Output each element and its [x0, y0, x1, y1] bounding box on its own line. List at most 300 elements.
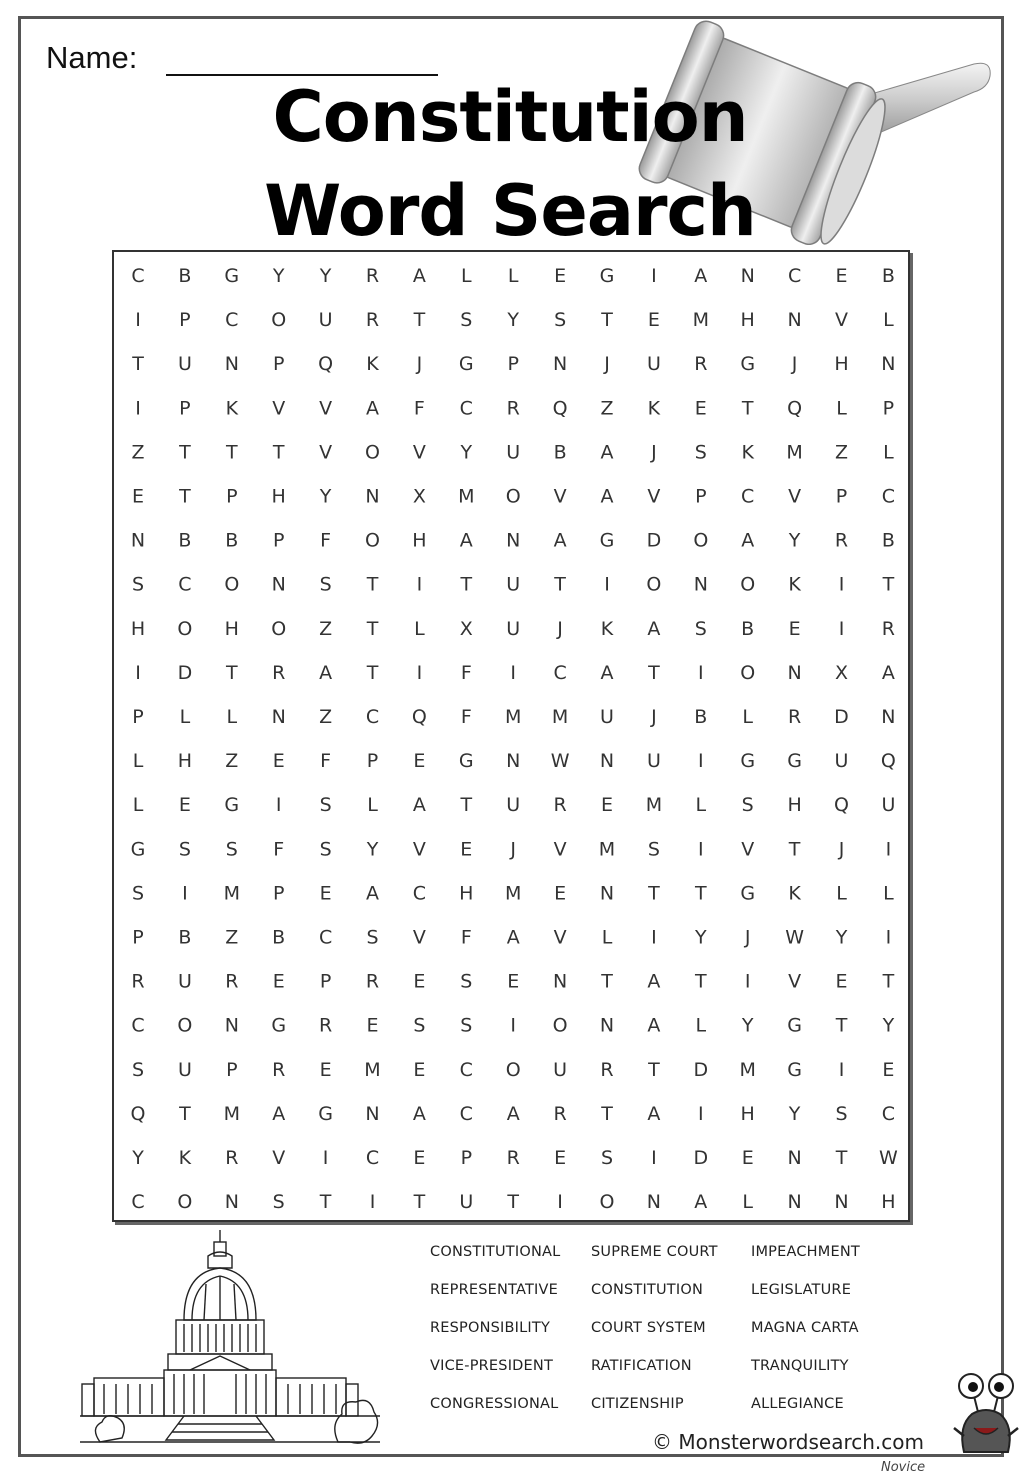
grid-letter[interactable]: D [693, 1147, 709, 1169]
grid-letter[interactable]: Z [319, 706, 333, 728]
grid-letter[interactable]: E [413, 1058, 426, 1081]
grid-letter[interactable]: I [416, 573, 423, 596]
grid-letter[interactable]: N [271, 573, 286, 596]
grid-letter[interactable]: P [507, 353, 519, 376]
grid-letter[interactable]: C [741, 485, 755, 508]
grid-letter[interactable]: T [366, 573, 379, 596]
grid-letter[interactable]: U [646, 750, 661, 773]
grid-letter[interactable]: C [365, 706, 380, 728]
grid-letter[interactable]: Y [319, 485, 332, 508]
grid-letter[interactable]: I [510, 1014, 517, 1037]
grid-letter[interactable]: S [225, 838, 238, 861]
letter-grid[interactable] [114, 252, 912, 1224]
grid-letter[interactable]: V [835, 309, 848, 332]
grid-letter[interactable]: V [412, 926, 426, 949]
grid-letter[interactable]: A [506, 926, 520, 949]
grid-letter[interactable]: U [646, 353, 661, 376]
grid-letter[interactable]: L [742, 706, 753, 728]
grid-letter[interactable]: G [787, 750, 802, 773]
grid-letter[interactable]: T [366, 617, 379, 640]
grid-letter[interactable]: R [272, 661, 286, 684]
grid-letter[interactable]: R [272, 1058, 286, 1081]
grid-letter[interactable]: C [131, 1014, 145, 1037]
grid-letter[interactable]: I [322, 1147, 329, 1169]
grid-letter[interactable]: V [553, 485, 567, 508]
grid-letter[interactable]: S [460, 309, 473, 332]
grid-letter[interactable]: O [224, 573, 240, 596]
grid-letter[interactable]: P [272, 353, 285, 376]
grid-letter[interactable]: T [413, 1191, 426, 1214]
grid-letter[interactable]: N [646, 1191, 662, 1214]
grid-letter[interactable]: P [835, 485, 848, 508]
grid-letter[interactable]: J [791, 353, 798, 376]
grid-letter[interactable]: H [787, 794, 802, 817]
grid-letter[interactable]: Z [600, 397, 614, 420]
grid-letter[interactable]: H [130, 617, 146, 640]
grid-letter[interactable]: E [413, 1147, 426, 1169]
grid-letter[interactable]: P [882, 397, 895, 420]
grid-letter[interactable]: O [693, 529, 709, 552]
grid-letter[interactable]: R [600, 1058, 614, 1081]
grid-letter[interactable]: I [651, 1147, 657, 1169]
grid-letter[interactable]: Y [319, 265, 332, 287]
grid-letter[interactable]: S [319, 794, 332, 817]
grid-letter[interactable]: U [506, 441, 521, 464]
grid-letter[interactable]: I [885, 838, 892, 861]
grid-letter[interactable]: L [367, 794, 378, 817]
grid-letter[interactable]: A [366, 397, 379, 420]
grid-letter[interactable]: V [412, 838, 426, 861]
grid-letter[interactable]: Z [225, 926, 239, 949]
grid-letter[interactable]: T [601, 970, 613, 993]
grid-letter[interactable]: S [741, 794, 754, 817]
grid-letter[interactable]: K [788, 573, 801, 596]
grid-letter[interactable]: S [366, 926, 379, 949]
grid-letter[interactable]: Q [834, 794, 849, 817]
grid-letter[interactable]: B [178, 926, 192, 949]
grid-letter[interactable]: F [273, 838, 285, 861]
grid-letter[interactable]: G [740, 882, 756, 905]
grid-letter[interactable]: E [460, 838, 473, 861]
grid-letter[interactable]: C [459, 1058, 473, 1081]
grid-letter[interactable]: V [319, 397, 333, 420]
grid-letter[interactable]: U [318, 309, 333, 332]
grid-letter[interactable]: O [552, 1014, 568, 1037]
grid-letter[interactable]: R [787, 706, 802, 728]
grid-letter[interactable]: E [319, 882, 332, 905]
grid-letter[interactable]: R [834, 529, 849, 552]
grid-letter[interactable]: C [365, 1147, 380, 1169]
grid-letter[interactable]: K [741, 441, 754, 464]
grid-letter[interactable]: B [881, 265, 895, 287]
grid-letter[interactable]: P [179, 397, 191, 420]
grid-letter[interactable]: M [645, 794, 663, 817]
grid-letter[interactable]: K [366, 353, 379, 376]
grid-letter[interactable]: Q [130, 1102, 146, 1125]
grid-letter[interactable]: U [177, 353, 192, 376]
grid-letter[interactable]: N [224, 1191, 239, 1214]
grid-letter[interactable]: A [412, 794, 426, 817]
grid-letter[interactable]: C [131, 265, 145, 287]
grid-letter[interactable]: R [365, 265, 380, 287]
grid-letter[interactable]: R [881, 617, 896, 640]
grid-letter[interactable]: U [506, 617, 521, 640]
grid-letter[interactable]: K [225, 397, 239, 420]
grid-letter[interactable]: G [740, 353, 756, 376]
grid-letter[interactable]: Q [552, 397, 568, 420]
grid-letter[interactable]: T [601, 309, 613, 332]
grid-letter[interactable]: L [132, 794, 144, 817]
grid-letter[interactable]: A [647, 1102, 661, 1125]
grid-letter[interactable]: N [787, 1147, 802, 1169]
grid-letter[interactable]: D [646, 529, 662, 552]
grid-letter[interactable]: C [459, 1102, 473, 1125]
grid-letter[interactable]: T [225, 441, 238, 464]
grid-letter[interactable]: M [551, 706, 569, 728]
grid-letter[interactable]: Q [411, 706, 427, 728]
grid-letter[interactable]: E [554, 265, 567, 287]
grid-letter[interactable]: R [553, 1102, 567, 1125]
grid-letter[interactable]: D [177, 661, 193, 684]
grid-letter[interactable]: I [697, 838, 704, 861]
grid-letter[interactable]: G [271, 1014, 287, 1037]
grid-letter[interactable]: G [599, 265, 615, 287]
grid-letter[interactable]: B [178, 529, 192, 552]
grid-letter[interactable]: C [553, 661, 567, 684]
grid-letter[interactable]: T [319, 1191, 332, 1214]
grid-letter[interactable]: Y [272, 265, 285, 287]
grid-letter[interactable]: O [599, 1191, 615, 1214]
grid-letter[interactable]: H [271, 485, 286, 508]
grid-letter[interactable]: R [694, 353, 708, 376]
grid-letter[interactable]: J [604, 353, 610, 376]
grid-letter[interactable]: G [224, 794, 240, 817]
grid-letter[interactable]: N [365, 485, 380, 508]
grid-letter[interactable]: B [694, 706, 708, 728]
grid-letter[interactable]: R [506, 397, 520, 420]
grid-letter[interactable]: C [178, 573, 192, 596]
grid-letter[interactable]: W [550, 750, 570, 773]
grid-letter[interactable]: W [785, 926, 804, 949]
grid-letter[interactable]: Y [741, 1014, 754, 1037]
grid-letter[interactable]: C [459, 397, 473, 420]
grid-letter[interactable]: N [224, 1014, 239, 1037]
grid-letter[interactable]: N [506, 750, 521, 773]
grid-letter[interactable]: Y [788, 1102, 801, 1125]
grid-letter[interactable]: D [693, 1058, 709, 1081]
grid-letter[interactable]: Y [132, 1147, 144, 1169]
grid-letter[interactable]: N [271, 706, 286, 728]
grid-letter[interactable]: I [275, 794, 282, 817]
grid-letter[interactable]: A [553, 529, 567, 552]
grid-letter[interactable]: L [507, 265, 519, 287]
grid-letter[interactable]: L [836, 397, 847, 420]
word-search-grid[interactable] [112, 250, 910, 1222]
grid-letter[interactable]: A [741, 529, 755, 552]
grid-letter[interactable]: Y [460, 441, 473, 464]
grid-letter[interactable]: S [600, 1147, 614, 1169]
grid-letter[interactable]: J [416, 353, 423, 376]
grid-letter[interactable]: G [787, 1014, 802, 1037]
grid-letter[interactable]: I [744, 970, 751, 993]
grid-letter[interactable]: Y [694, 926, 707, 949]
grid-letter[interactable]: M [598, 838, 616, 861]
grid-letter[interactable]: V [553, 926, 567, 949]
grid-letter[interactable]: O [177, 1191, 193, 1214]
grid-letter[interactable]: N [599, 1014, 615, 1037]
grid-letter[interactable]: L [742, 1191, 753, 1214]
grid-letter[interactable]: E [835, 265, 848, 287]
grid-letter[interactable]: T [366, 661, 379, 684]
grid-letter[interactable]: O [365, 441, 380, 464]
grid-letter[interactable]: T [460, 794, 473, 817]
grid-letter[interactable]: I [604, 573, 610, 596]
grid-letter[interactable]: I [838, 573, 845, 596]
grid-letter[interactable]: S [694, 441, 707, 464]
grid-letter[interactable]: A [600, 661, 614, 684]
grid-letter[interactable]: E [272, 970, 285, 993]
grid-letter[interactable]: R [365, 309, 380, 332]
grid-letter[interactable]: I [135, 661, 141, 684]
grid-letter[interactable]: I [135, 397, 141, 420]
grid-letter[interactable]: E [319, 1058, 332, 1081]
grid-letter[interactable]: T [835, 1014, 848, 1037]
grid-letter[interactable]: K [788, 882, 801, 905]
grid-letter[interactable]: F [413, 397, 425, 420]
grid-letter[interactable]: I [135, 309, 141, 332]
grid-letter[interactable]: V [272, 1147, 286, 1169]
grid-letter[interactable]: H [834, 353, 849, 376]
grid-letter[interactable]: I [697, 750, 704, 773]
grid-letter[interactable]: B [881, 529, 895, 552]
grid-letter[interactable]: S [460, 970, 473, 993]
grid-letter[interactable]: G [318, 1102, 333, 1125]
grid-letter[interactable]: S [647, 838, 660, 861]
grid-letter[interactable]: Z [834, 441, 849, 464]
grid-letter[interactable]: P [132, 926, 144, 949]
grid-letter[interactable]: P [226, 1058, 238, 1081]
grid-letter[interactable]: U [834, 750, 849, 773]
grid-letter[interactable]: G [599, 529, 615, 552]
grid-letter[interactable]: B [225, 529, 239, 552]
grid-letter[interactable]: D [834, 706, 849, 728]
grid-letter[interactable]: P [132, 706, 144, 728]
grid-letter[interactable]: M [786, 441, 803, 464]
grid-letter[interactable]: H [881, 1191, 896, 1214]
grid-letter[interactable]: C [318, 926, 333, 949]
grid-letter[interactable]: E [835, 970, 848, 993]
grid-letter[interactable]: H [740, 309, 755, 332]
grid-letter[interactable]: L [695, 1014, 707, 1037]
grid-letter[interactable]: C [881, 1102, 896, 1125]
grid-letter[interactable]: G [787, 1058, 802, 1081]
grid-letter[interactable]: S [131, 1058, 145, 1081]
grid-letter[interactable]: O [177, 617, 193, 640]
grid-letter[interactable]: F [460, 706, 472, 728]
grid-letter[interactable]: E [413, 970, 426, 993]
grid-letter[interactable]: P [319, 970, 332, 993]
grid-letter[interactable]: N [599, 750, 615, 773]
grid-letter[interactable]: S [319, 573, 332, 596]
grid-letter[interactable]: I [557, 1191, 563, 1214]
grid-letter[interactable]: B [178, 265, 192, 287]
grid-letter[interactable]: M [364, 1058, 381, 1081]
grid-letter[interactable]: Y [507, 309, 520, 332]
grid-letter[interactable]: T [179, 1102, 191, 1125]
grid-letter[interactable]: F [460, 661, 472, 684]
grid-letter[interactable]: J [557, 617, 563, 640]
grid-letter[interactable]: R [365, 970, 380, 993]
grid-letter[interactable]: O [271, 309, 287, 332]
grid-letter[interactable]: P [272, 882, 285, 905]
grid-letter[interactable]: U [600, 706, 614, 728]
grid-letter[interactable]: B [553, 441, 567, 464]
grid-letter[interactable]: V [272, 397, 286, 420]
grid-letter[interactable]: I [697, 1102, 704, 1125]
grid-letter[interactable]: T [835, 1147, 848, 1169]
grid-letter[interactable]: C [412, 882, 427, 905]
grid-letter[interactable]: P [226, 485, 238, 508]
grid-letter[interactable]: L [601, 926, 613, 949]
grid-letter[interactable]: E [272, 750, 285, 773]
grid-letter[interactable]: M [223, 1102, 241, 1125]
grid-letter[interactable]: O [271, 617, 287, 640]
grid-letter[interactable]: I [651, 926, 657, 949]
grid-letter[interactable]: I [885, 926, 892, 949]
grid-letter[interactable]: T [741, 397, 754, 420]
grid-letter[interactable]: K [647, 397, 661, 420]
grid-letter[interactable]: P [272, 529, 285, 552]
grid-letter[interactable]: T [648, 661, 660, 684]
grid-letter[interactable]: N [881, 353, 896, 376]
grid-letter[interactable]: O [505, 485, 521, 508]
grid-letter[interactable]: V [647, 485, 661, 508]
grid-letter[interactable]: R [225, 970, 239, 993]
grid-letter[interactable]: V [412, 441, 426, 464]
grid-letter[interactable]: U [506, 794, 521, 817]
grid-letter[interactable]: L [226, 706, 238, 728]
grid-letter[interactable]: I [182, 882, 188, 905]
grid-letter[interactable]: R [131, 970, 145, 993]
grid-letter[interactable]: B [272, 926, 286, 949]
grid-letter[interactable]: A [694, 265, 708, 287]
grid-letter[interactable]: E [600, 794, 614, 817]
grid-letter[interactable]: L [883, 882, 894, 905]
grid-letter[interactable]: N [787, 661, 802, 684]
grid-letter[interactable]: R [506, 1147, 520, 1169]
grid-letter[interactable]: A [459, 529, 473, 552]
grid-letter[interactable]: U [459, 1191, 474, 1214]
grid-letter[interactable]: H [224, 617, 239, 640]
grid-letter[interactable]: J [651, 706, 657, 728]
grid-letter[interactable]: O [177, 1014, 193, 1037]
grid-letter[interactable]: E [178, 794, 191, 817]
grid-letter[interactable]: A [647, 617, 661, 640]
grid-letter[interactable]: E [554, 1147, 567, 1169]
grid-letter[interactable]: F [460, 926, 472, 949]
grid-letter[interactable]: H [459, 882, 474, 905]
grid-letter[interactable]: N [365, 1102, 380, 1125]
grid-letter[interactable]: S [131, 573, 145, 596]
grid-letter[interactable]: L [179, 706, 191, 728]
grid-letter[interactable]: T [882, 970, 895, 993]
grid-letter[interactable]: M [692, 309, 710, 332]
grid-letter[interactable]: Z [225, 750, 239, 773]
grid-letter[interactable]: N [787, 1191, 802, 1214]
grid-letter[interactable]: I [838, 617, 845, 640]
grid-letter[interactable]: T [507, 1191, 520, 1214]
grid-letter[interactable]: I [416, 661, 423, 684]
grid-letter[interactable]: J [651, 441, 657, 464]
grid-letter[interactable]: L [883, 309, 894, 332]
grid-letter[interactable]: F [320, 529, 332, 552]
grid-letter[interactable]: Z [319, 617, 333, 640]
grid-letter[interactable]: N [130, 529, 146, 552]
grid-letter[interactable]: U [506, 573, 521, 596]
grid-letter[interactable]: S [319, 838, 332, 861]
grid-letter[interactable]: T [179, 441, 191, 464]
grid-letter[interactable]: O [740, 661, 756, 684]
grid-letter[interactable]: Y [366, 838, 379, 861]
grid-letter[interactable]: E [366, 1014, 379, 1037]
grid-letter[interactable]: S [460, 1014, 473, 1037]
grid-letter[interactable]: Q [880, 750, 896, 773]
grid-letter[interactable]: S [554, 309, 567, 332]
grid-letter[interactable]: T [882, 573, 895, 596]
grid-letter[interactable]: P [460, 1147, 473, 1169]
grid-letter[interactable]: E [507, 970, 520, 993]
grid-letter[interactable]: T [648, 882, 660, 905]
grid-letter[interactable]: E [788, 617, 801, 640]
grid-letter[interactable]: G [458, 353, 474, 376]
grid-letter[interactable]: H [177, 750, 193, 773]
grid-letter[interactable]: E [694, 397, 707, 420]
grid-letter[interactable]: T [460, 573, 473, 596]
grid-letter[interactable]: L [883, 441, 894, 464]
grid-letter[interactable]: K [178, 1147, 192, 1169]
grid-letter[interactable]: V [319, 441, 333, 464]
grid-letter[interactable]: S [835, 1102, 848, 1125]
grid-letter[interactable]: A [506, 1102, 520, 1125]
grid-letter[interactable]: V [788, 970, 802, 993]
grid-letter[interactable]: A [412, 1102, 426, 1125]
grid-letter[interactable]: A [600, 441, 614, 464]
grid-letter[interactable]: W [879, 1147, 898, 1169]
grid-letter[interactable]: E [554, 882, 567, 905]
grid-letter[interactable]: A [366, 882, 379, 905]
grid-letter[interactable]: M [223, 882, 241, 905]
grid-letter[interactable]: H [740, 1102, 755, 1125]
grid-letter[interactable]: S [413, 1014, 426, 1037]
grid-letter[interactable]: C [225, 309, 239, 332]
grid-letter[interactable]: U [177, 970, 192, 993]
grid-letter[interactable]: A [319, 661, 333, 684]
grid-letter[interactable]: V [741, 838, 755, 861]
grid-letter[interactable]: I [651, 265, 657, 287]
grid-letter[interactable]: E [741, 1147, 754, 1169]
grid-letter[interactable]: Q [787, 397, 803, 420]
grid-letter[interactable]: Y [835, 926, 848, 949]
grid-letter[interactable]: E [882, 1058, 895, 1081]
grid-letter[interactable]: J [838, 838, 845, 861]
grid-letter[interactable]: N [881, 706, 896, 728]
grid-letter[interactable]: U [553, 1058, 568, 1081]
grid-letter[interactable]: J [744, 926, 751, 949]
grid-letter[interactable]: V [553, 838, 567, 861]
grid-letter[interactable]: H [412, 529, 427, 552]
grid-letter[interactable]: X [459, 617, 473, 640]
grid-letter[interactable]: E [131, 485, 145, 508]
